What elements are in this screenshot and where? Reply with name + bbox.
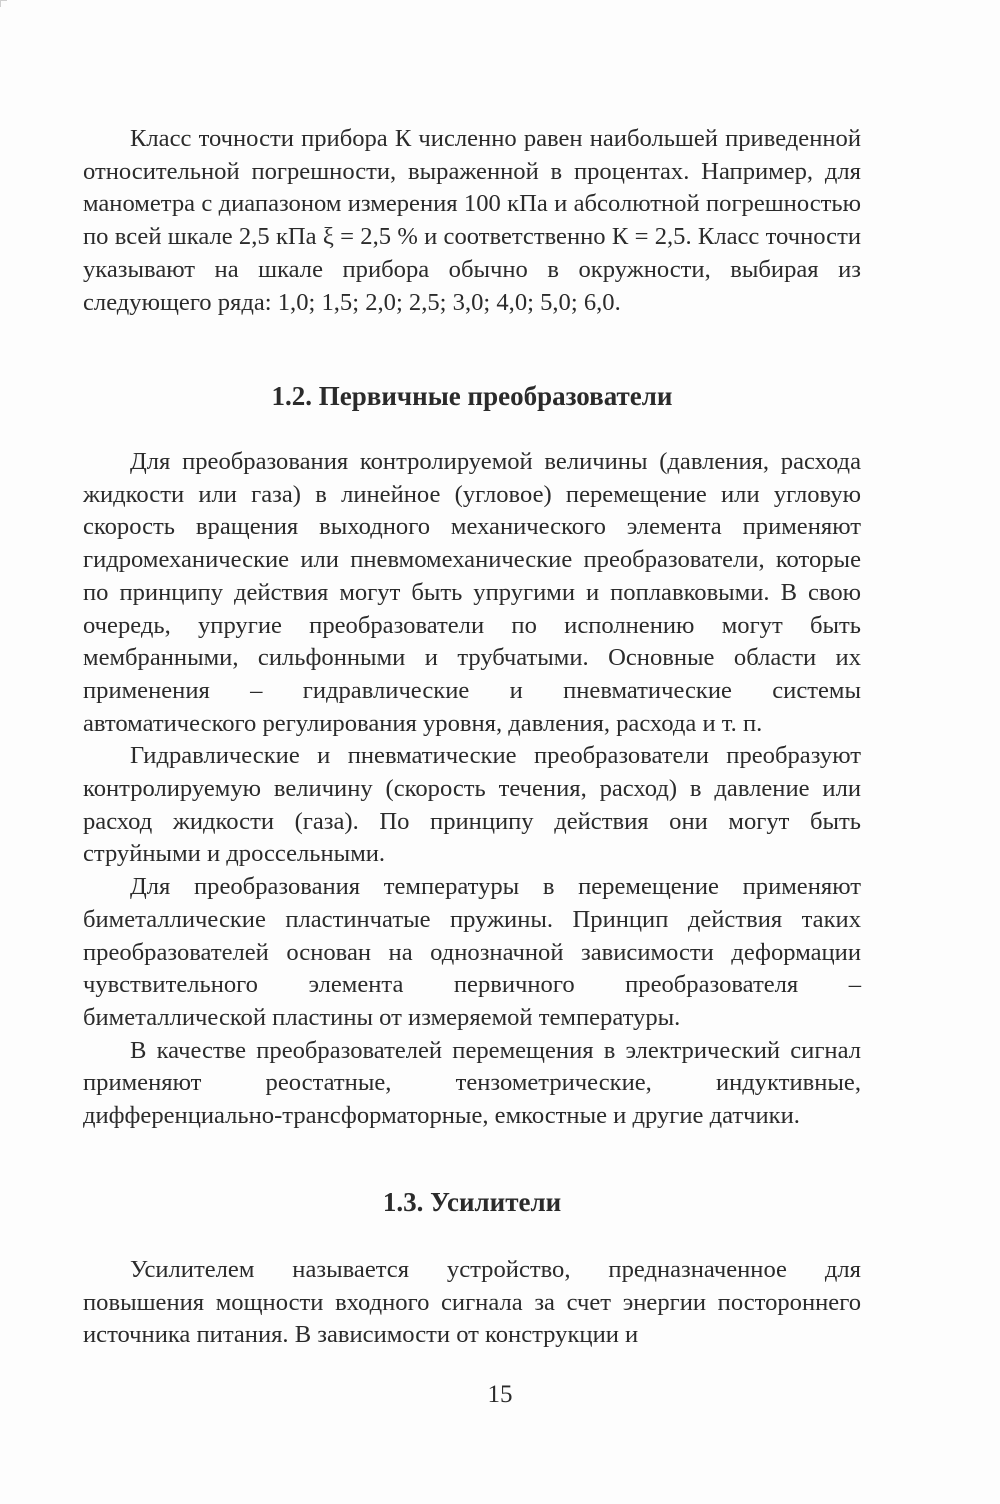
section-heading-1-3: 1.3. Усилители — [382, 1187, 562, 1217]
scan-corner-mark — [0, 0, 7, 7]
section-1-2-paragraph-2: Гидравлические и пневматические преобразователи преобразуют контролируемую величину (скорость течения, расход) в давление или расход жидкости (газа). По принципу действия они могут быть струйными и дроссельными. — [83, 742, 861, 868]
section-1-2-paragraph-1: Для преобразования контролируемой величины (давления, расхода жидкости или газа) в линейное (угловое) перемещение или угловую скорость вращения выходного механического элемента применяют гидромеханические или пневмомеханические преобразователи, которые по принципу действия могут быть упругими и поплавковыми. В свою очередь, упругие преобразователи по исполнению могут быть мембранными, сильфонными и трубчатыми. Основные области их применения – гидравлические и пневматические системы автоматического регулирования уровня, давления, расхода и т. п. — [83, 448, 861, 737]
intro-paragraph: Класс точности прибора К численно равен наибольшей приведенной относительной погрешности, выраженной в процентах. Например, для манометра с диапазоном измерения 100 кПа и абсолютной погрешностью по всей шкале 2,5 кПа ξ = 2,5 % и соответственно К = 2,5. Класс точности указывают на шкале прибора обычно в окружности, выбирая из следующего ряда: 1,0; 1,5; 2,0; 2,5; 3,0; 4,0; 5,0; 6,0. — [83, 125, 861, 316]
page-number: 15 — [487, 1381, 513, 1408]
intro-text-block — [83, 123, 861, 319]
section-1-3-paragraph-1: Усилителем называется устройство, предназначенное для повышения мощности входного сигнала за счет энергии постороннего источника питания. В зависимости от конструкции и — [83, 1256, 861, 1349]
section-1-2-body — [83, 446, 861, 1133]
section-1-2-paragraph-4: В качестве преобразователей перемещения в электрический сигнал применяют реостатные, тензометрические, индуктивные, дифференциально-трансформаторные, емкостные и другие датчики. — [83, 1036, 861, 1130]
section-heading-1-2: 1.2. Первичные преобразователи — [271, 381, 673, 411]
section-1-3-body — [83, 1254, 861, 1352]
section-1-2-paragraph-3: Для преобразования температуры в перемещение применяют биметаллические пластинчатые пружины. Принцип действия таких преобразователей основан на однозначной зависимости деформации чувствительного элемента первичного преобразователя – биметаллической пластины от измеряемой температуры. — [83, 873, 861, 1031]
